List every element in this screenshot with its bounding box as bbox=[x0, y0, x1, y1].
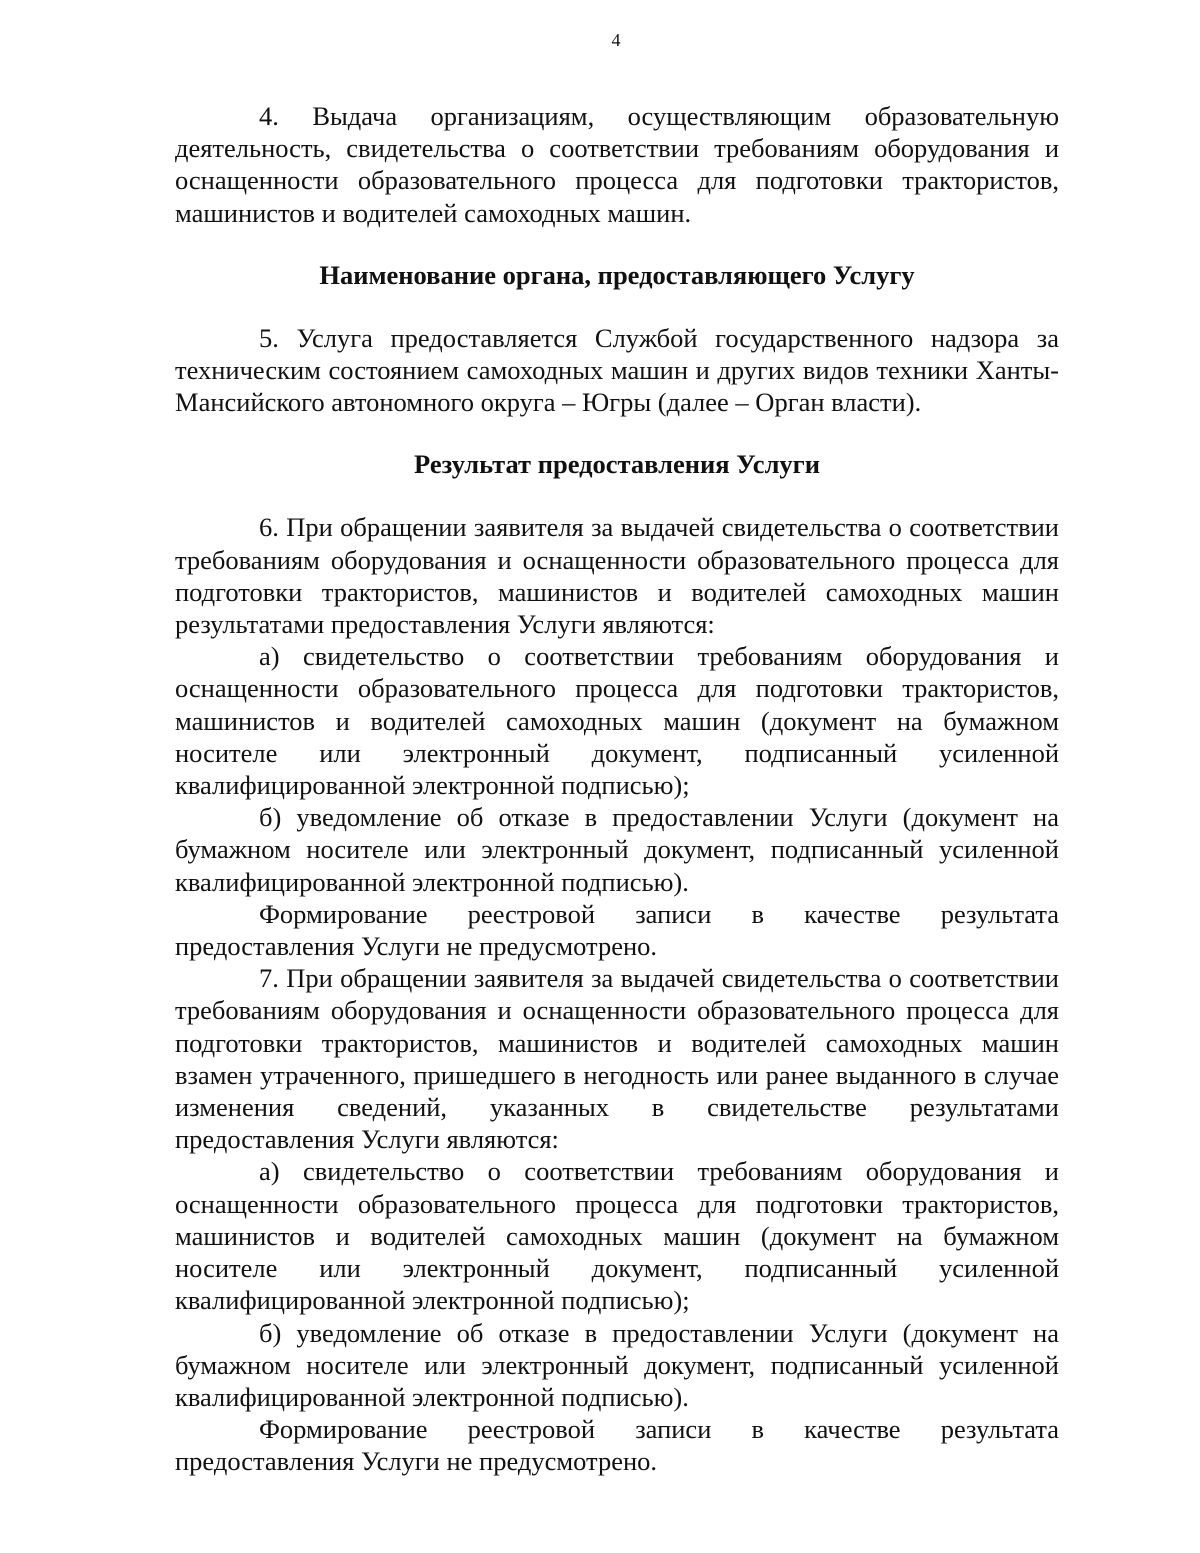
paragraph-7-b: б) уведомление об отказе в предоставлении Услуги (документ на бумажном носителе или электронный документ, подписанный усиленной квалифицированной электронной подписью). bbox=[175, 1317, 1059, 1412]
paragraph-7-a: а) свидетельство о соответствии требованиям оборудования и оснащенности образовательного процесса для подготовки трактористов, машинистов и водителей самоходных машин (документ на бумажном носителе или электронный документ, подписанный усиленной квалифицированной электронной подписью); bbox=[175, 1156, 1059, 1316]
paragraph-6-b: б) уведомление об отказе в предоставлении Услуги (документ на бумажном носителе или электронный документ, подписанный усиленной квалифицированной электронной подписью). bbox=[175, 802, 1059, 897]
paragraph-6: 6. При обращении заявителя за выдачей свидетельства о соответствии требованиям оборудования и оснащенности образовательного процесса для подготовки трактористов, машинистов и водителей самоходных машин результатами предоставления Услуги являются: bbox=[175, 512, 1059, 640]
paragraph-6-a: а) свидетельство о соответствии требованиям оборудования и оснащенности образовательного процесса для подготовки трактористов, машинистов и водителей самоходных машин (документ на бумажном носителе или электронный документ, подписанный усиленной квалифицированной электронной подписью); bbox=[175, 641, 1059, 801]
section-heading-organ: Наименование органа, предоставляющего Услугу bbox=[319, 259, 915, 290]
page-number: 4 bbox=[611, 30, 621, 50]
paragraph-4: 4. Выдача организациям, осуществляющим образовательную деятельность, свидетельства о соответствии требованиям оборудования и оснащенности образовательного процесса для подготовки трактористов, машинистов и водителей самоходных машин. bbox=[175, 101, 1059, 228]
document-body bbox=[175, 100, 1059, 1478]
section-heading-result: Результат предоставления Услуги bbox=[414, 449, 820, 480]
paragraph-7: 7. При обращении заявителя за выдачей свидетельства о соответствии требованиям оборудования и оснащенности образовательного процесса для подготовки трактористов, машинистов и водителей самоходных машин взамен утраченного, пришедшего в негодность или ранее выданного в случае изменения сведений, указанных в свидетельстве результатами предоставления Услуги являются: bbox=[175, 963, 1059, 1155]
paragraph-6-registry-note: Формирование реестровой записи в качестве результата предоставления Услуги не предусмотрено. bbox=[175, 898, 1059, 962]
paragraph-7-registry-note: Формирование реестровой записи в качестве результата предоставления Услуги не предусмотрено. bbox=[175, 1414, 1059, 1477]
paragraph-5: 5. Услуга предоставляется Службой государственного надзора за техническим состоянием самоходных машин и других видов техники Ханты-Мансийского автономного округа – Югры (далее – Орган власти). bbox=[175, 322, 1059, 418]
